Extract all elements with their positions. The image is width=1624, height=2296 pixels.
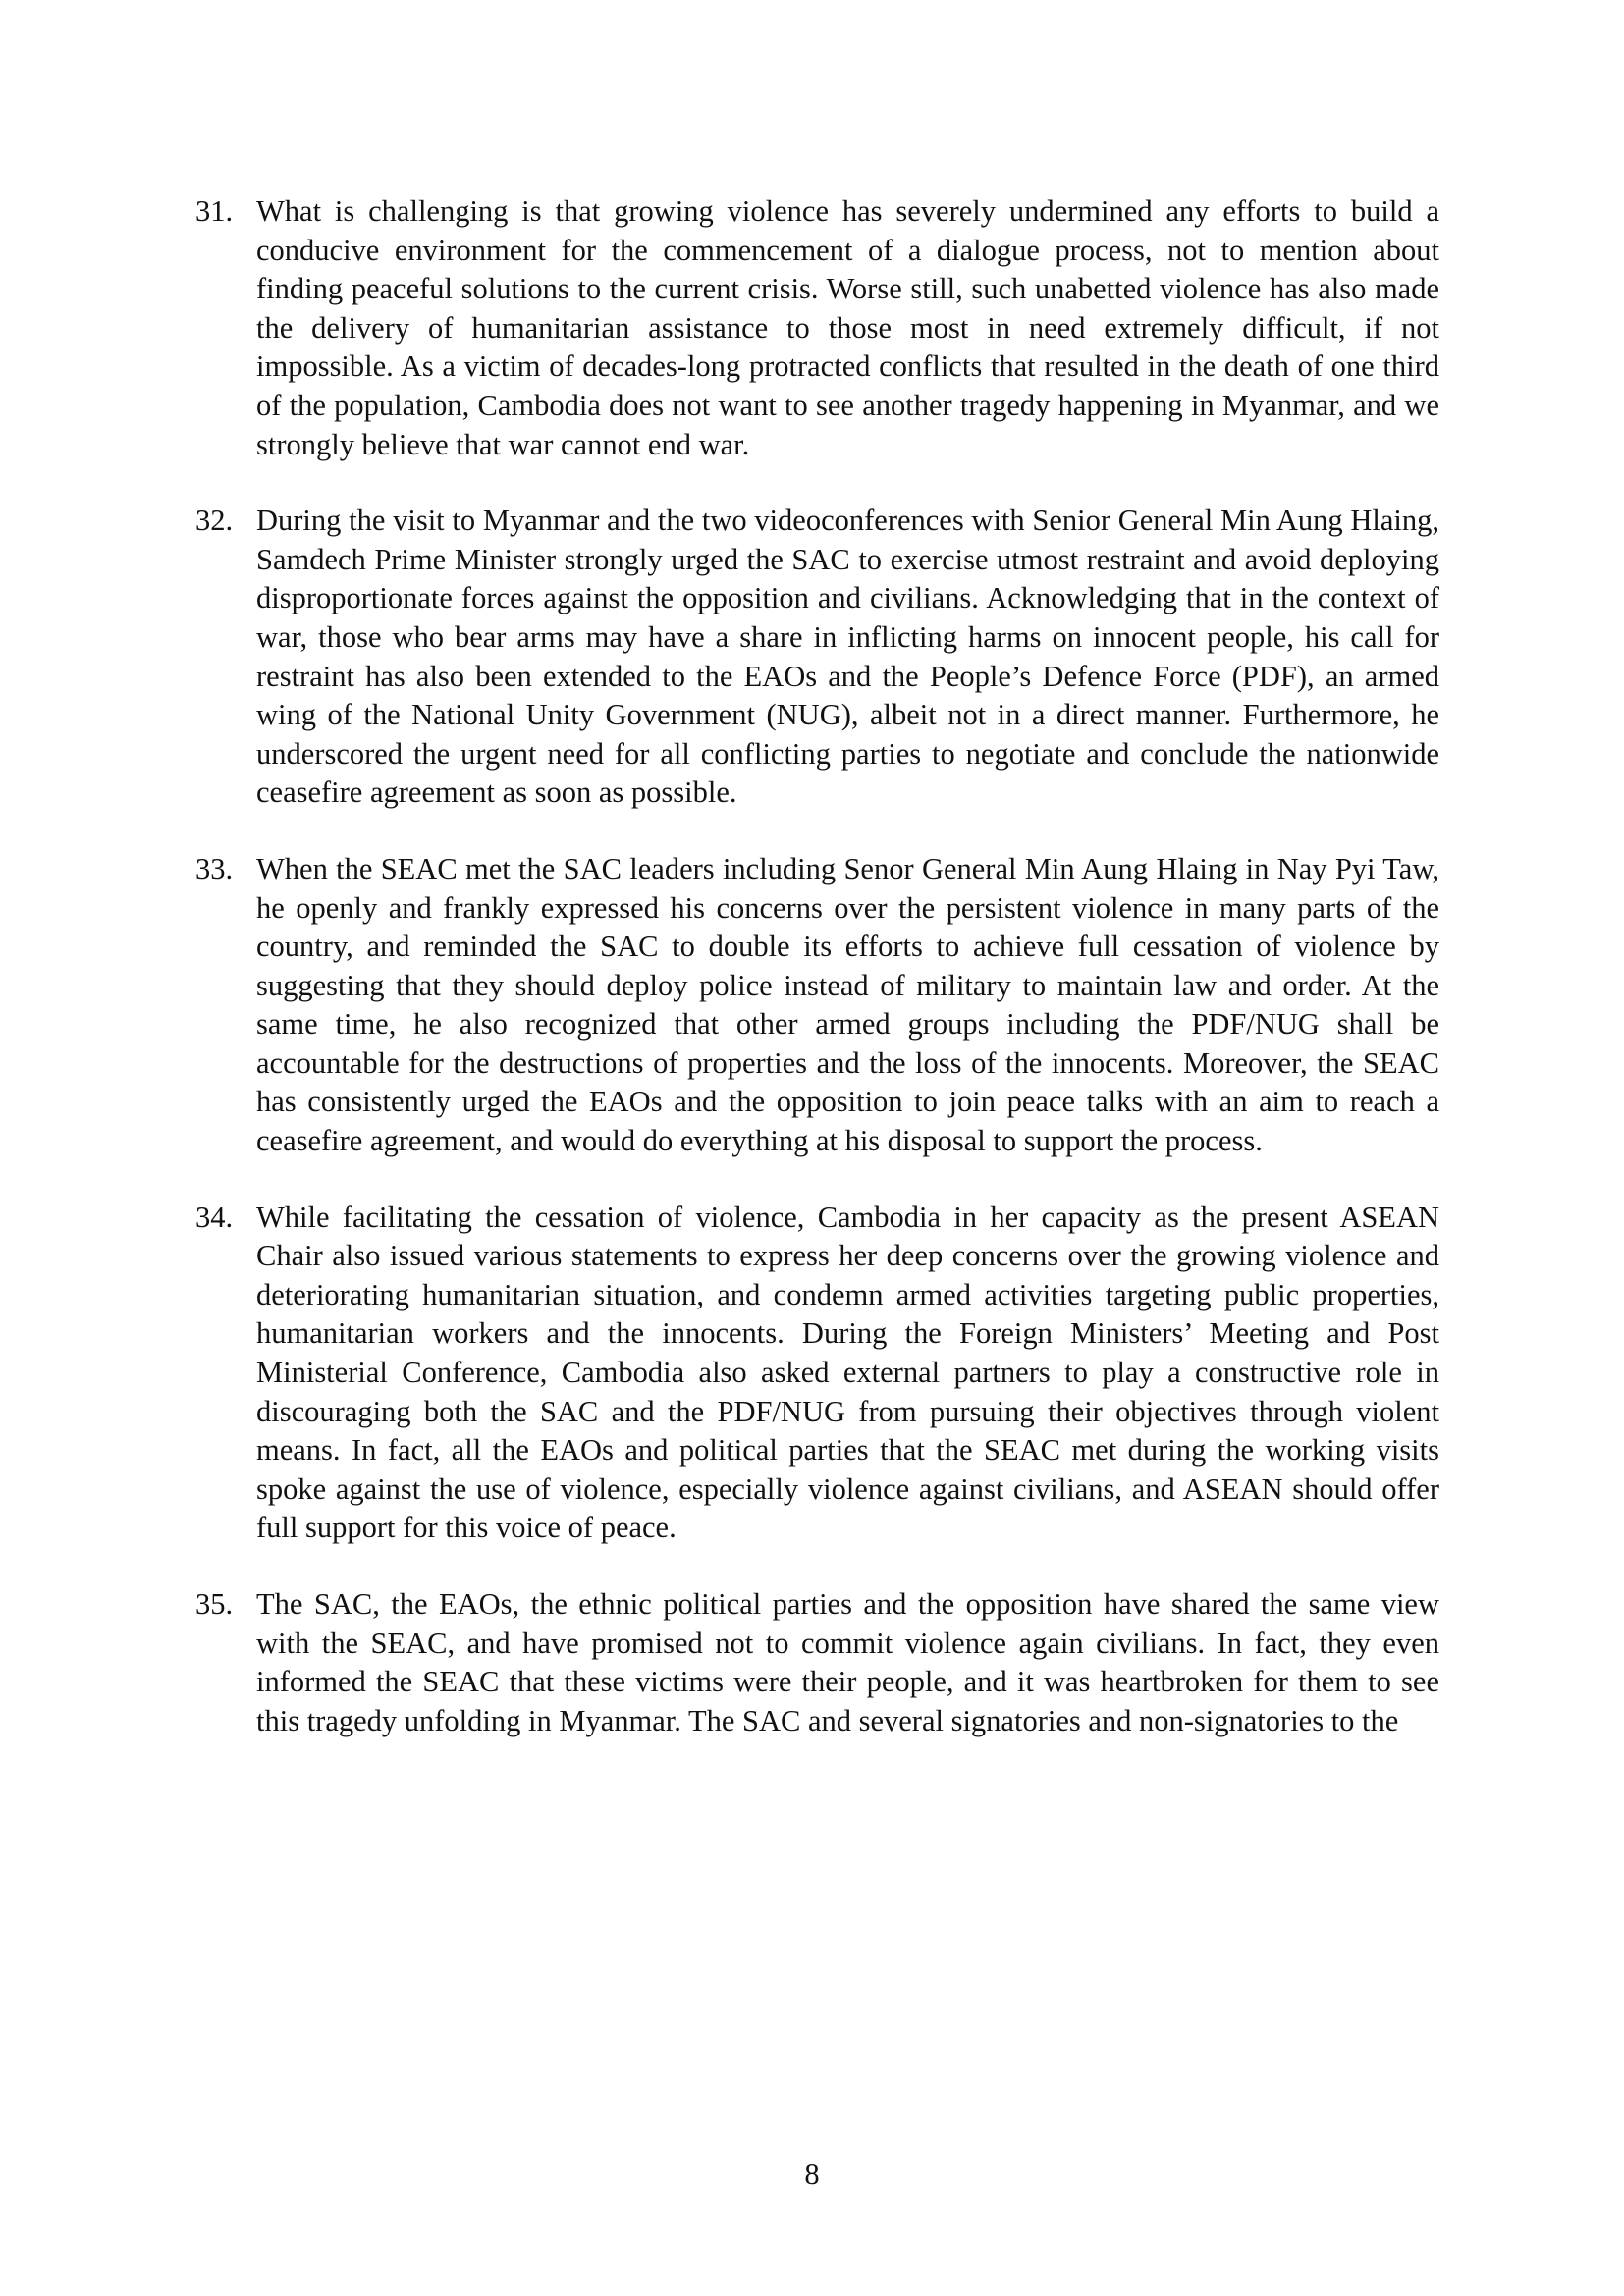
- paragraph-34: [195, 1199, 1439, 1548]
- paragraph-number: 34.: [195, 1200, 234, 1234]
- paragraph-number: 32.: [195, 504, 234, 538]
- paragraph-number: 35.: [195, 1587, 234, 1621]
- paragraph-33: [195, 850, 1439, 1161]
- paragraph-text: The SAC, the EAOs, the ethnic political parties and the opposition have shared the same view with the SEAC, and have promised not to commit violence again civilians. In fact, they even informed the SEAC that these victims were their people, and it was heartbroken for them to see this tragedy unfolding in Myanmar. The SAC and several signatories and non-signatories to the: [256, 1587, 1439, 1737]
- paragraph-31: [195, 192, 1439, 464]
- paragraph-35: [195, 1585, 1439, 1740]
- paragraph-text: During the visit to Myanmar and the two videoconferences with Senior General Min Aung Hlaing, Samdech Prime Minister strongly urged the SAC to exercise utmost restraint and avoid deploying disproportionate forces against the opposition and civilians. Acknowledging that in the context of war, those who bear arms may have a share in inflicting harms on innocent people, his call for restraint has also been extended to the EAOs and the People’s Defence Force (PDF), an armed wing of the National Unity Government (NUG), albeit not in a direct manner. Furthermore, he underscored the urgent need for all conflicting parties to negotiate and conclude the nationwide ceasefire agreement as soon as possible.: [256, 504, 1439, 810]
- paragraph-32: [195, 502, 1439, 813]
- numbered-paragraphs: [195, 192, 1439, 1778]
- paragraph-number: 31.: [195, 194, 234, 228]
- paragraph-text: While facilitating the cessation of violence, Cambodia in her capacity as the present ASEAN Chair also issued various statements to express her deep concerns over the growing violence and deteriorating humanitarian situation, and condemn armed activities targeting public properties, humanitarian workers and the innocents. During the Foreign Ministers’ Meeting and Post Ministerial Conference, Cambodia also asked external partners to play a constructive role in discouraging both the SAC and the PDF/NUG from pursuing their objectives through violent means. In fact, all the EAOs and political parties that the SEAC met during the working visits spoke against the use of violence, especially violence against civilians, and ASEAN should offer full support for this voice of peace.: [256, 1200, 1439, 1545]
- page-number: 8: [804, 2158, 820, 2191]
- paragraph-text: When the SEAC met the SAC leaders including Senor General Min Aung Hlaing in Nay Pyi Taw, he openly and frankly expressed his concerns over the persistent violence in many parts of the country, and reminded the SAC to double its efforts to achieve full cessation of violence by suggesting that they should deploy police instead of military to maintain law and order. At the same time, he also recognized that other armed groups including the PDF/NUG shall be accountable for the destructions of properties and the loss of the innocents. Moreover, the SEAC has consistently urged the EAOs and the opposition to join peace talks with an aim to reach a ceasefire agreement, and would do everything at his disposal to support the process.: [256, 851, 1439, 1158]
- paragraph-number: 33.: [195, 851, 234, 885]
- paragraph-text: What is challenging is that growing violence has severely undermined any efforts to build a conducive environment for the commencement of a dialogue process, not to mention about finding peaceful solutions to the current crisis. Worse still, such unabetted violence has also made the delivery of humanitarian assistance to those most in need extremely difficult, if not impossible. As a victim of decades-long protracted conflicts that resulted in the death of one third of the population, Cambodia does not want to see another tragedy happening in Myanmar, and we strongly believe that war cannot end war.: [256, 194, 1439, 461]
